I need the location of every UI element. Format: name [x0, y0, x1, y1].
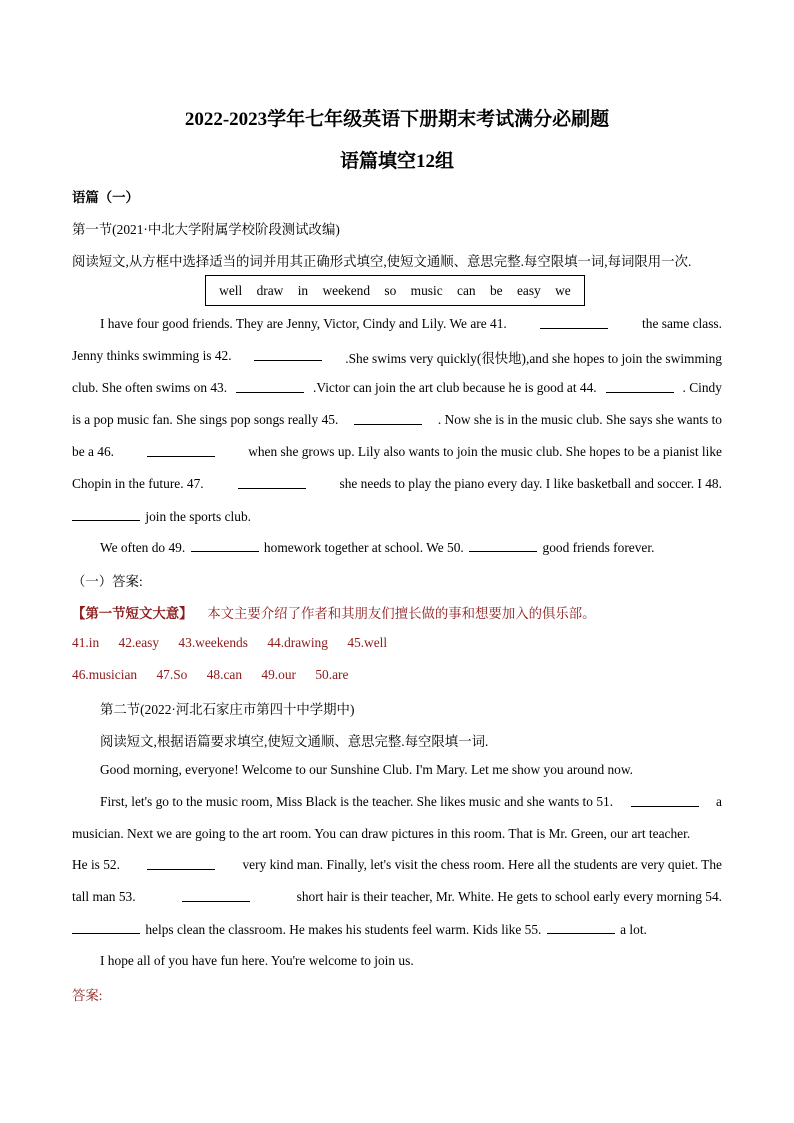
answer-label: （一）答案:: [72, 574, 143, 589]
answer-item: 48.can: [206, 667, 243, 682]
passage-line: We often do 49. homework together at school. We 50. good friends forever.: [100, 540, 655, 555]
word-box-item: easy: [516, 282, 541, 298]
answer-item: 43.weekends: [178, 635, 248, 650]
page-subtitle: 语篇填空12组: [339, 151, 454, 172]
answer-item: 50.are: [315, 667, 349, 682]
passage-line: musician. Next we are going to the art room. You can draw pictures in this room. That is Mr. Green, our art teacher.: [72, 826, 691, 841]
answer-blank-52[interactable]: [147, 857, 215, 870]
word-box-item: we: [555, 282, 571, 298]
answer-blank-48[interactable]: [72, 508, 140, 521]
word-box-item: music: [410, 282, 443, 298]
word-box-item: be: [489, 282, 503, 298]
answers-row: [72, 667, 364, 683]
passage-line: join the sports club.: [72, 508, 251, 525]
answer-item: 45.well: [347, 635, 388, 650]
passage-line: be a 46. when she grows up. Lily also wants to join the music club. She hopes to be a pianist like: [72, 444, 722, 459]
passage-line: is a pop music fan. She sings pop songs really 45. . Now she is in the music club. She says she wants to: [72, 412, 722, 427]
passage-line: I hope all of you have fun here. You're welcome to join us.: [100, 953, 414, 968]
answer-blank-41[interactable]: [540, 316, 608, 329]
passage-label: 语篇（一）: [72, 190, 139, 205]
word-box-item: well: [219, 282, 243, 298]
answer-blank-47[interactable]: [238, 476, 306, 489]
word-box-item: can: [457, 282, 476, 298]
word-box: [205, 275, 585, 306]
section2-source: 第二节(2022·河北石家庄市第四十中学期中): [100, 702, 355, 717]
answer-item: 49.our: [261, 667, 296, 682]
answer-blank-49[interactable]: [191, 539, 259, 552]
answers-row: [72, 635, 403, 651]
answer-item: 42.easy: [118, 635, 160, 650]
answer-item: 41.in: [72, 635, 100, 650]
answer-blank-50[interactable]: [469, 539, 537, 552]
answer-blank-51[interactable]: [631, 794, 699, 807]
answer-item: 47.So: [156, 667, 188, 682]
summary: [72, 603, 596, 622]
summary-tag: 【第一节短文大意】: [72, 606, 193, 621]
answer-blank-53[interactable]: [182, 889, 250, 902]
page-title: 2022-2023学年七年级英语下册期末考试满分必刷题: [184, 109, 610, 130]
answer-blank-43[interactable]: [236, 380, 304, 393]
section1-instruction: 阅读短文,从方框中选择适当的词并用其正确形式填空,使短文通顺、意思完整.每空限填一词,每词限用一次.: [72, 254, 692, 269]
word-box-item: weekend: [322, 282, 371, 298]
answer-blank-54[interactable]: [72, 921, 140, 934]
answer-blank-44[interactable]: [606, 380, 674, 393]
passage-line: helps clean the classroom. He makes his students feel warm. Kids like 55. a lot.: [72, 921, 647, 938]
answer-label: 答案:: [72, 988, 103, 1003]
passage-line: I have four good friends. They are Jenny, Victor, Cindy and Lily. We are 41. the same class.: [100, 316, 722, 331]
passage-line: club. She often swims on 43. .Victor can join the art club because he is good at 44. . Cindy: [72, 380, 722, 395]
passage-line: Good morning, everyone! Welcome to our Sunshine Club. I'm Mary. Let me show you around now.: [100, 762, 634, 777]
answer-item: 46.musician: [72, 667, 138, 682]
passage-line: First, let's go to the music room, Miss Black is the teacher. She likes music and she wants to 51. a: [100, 794, 722, 809]
passage-line: He is 52. very kind man. Finally, let's visit the chess room. Here all the students are very quiet. The: [72, 857, 722, 872]
passage-line: Chopin in the future. 47. she needs to play the piano every day. I like basketball and soccer. I 48.: [72, 476, 722, 491]
section2-instruction: 阅读短文,根据语篇要求填空,使短文通顺、意思完整.每空限填一词.: [100, 734, 489, 749]
passage-line: Jenny thinks swimming is 42. .She swims very quickly(很快地),and she hopes to join the swimming: [72, 348, 722, 366]
answer-blank-45[interactable]: [354, 412, 422, 425]
word-box-item: in: [297, 282, 309, 298]
summary-text: 本文主要介绍了作者和其朋友们擅长做的事和想要加入的俱乐部。: [207, 606, 596, 621]
word-box-item: so: [384, 282, 397, 298]
answer-blank-55[interactable]: [547, 921, 615, 934]
section1-source: 第一节(2021·中北大学附属学校阶段测试改编): [72, 222, 340, 237]
passage-line: tall man 53. short hair is their teacher, Mr. White. He gets to school early every morning 54.: [72, 889, 722, 904]
answer-blank-46[interactable]: [147, 444, 215, 457]
word-box-item: draw: [256, 282, 284, 298]
answer-item: 44.drawing: [267, 635, 328, 650]
answer-blank-42[interactable]: [254, 348, 322, 361]
